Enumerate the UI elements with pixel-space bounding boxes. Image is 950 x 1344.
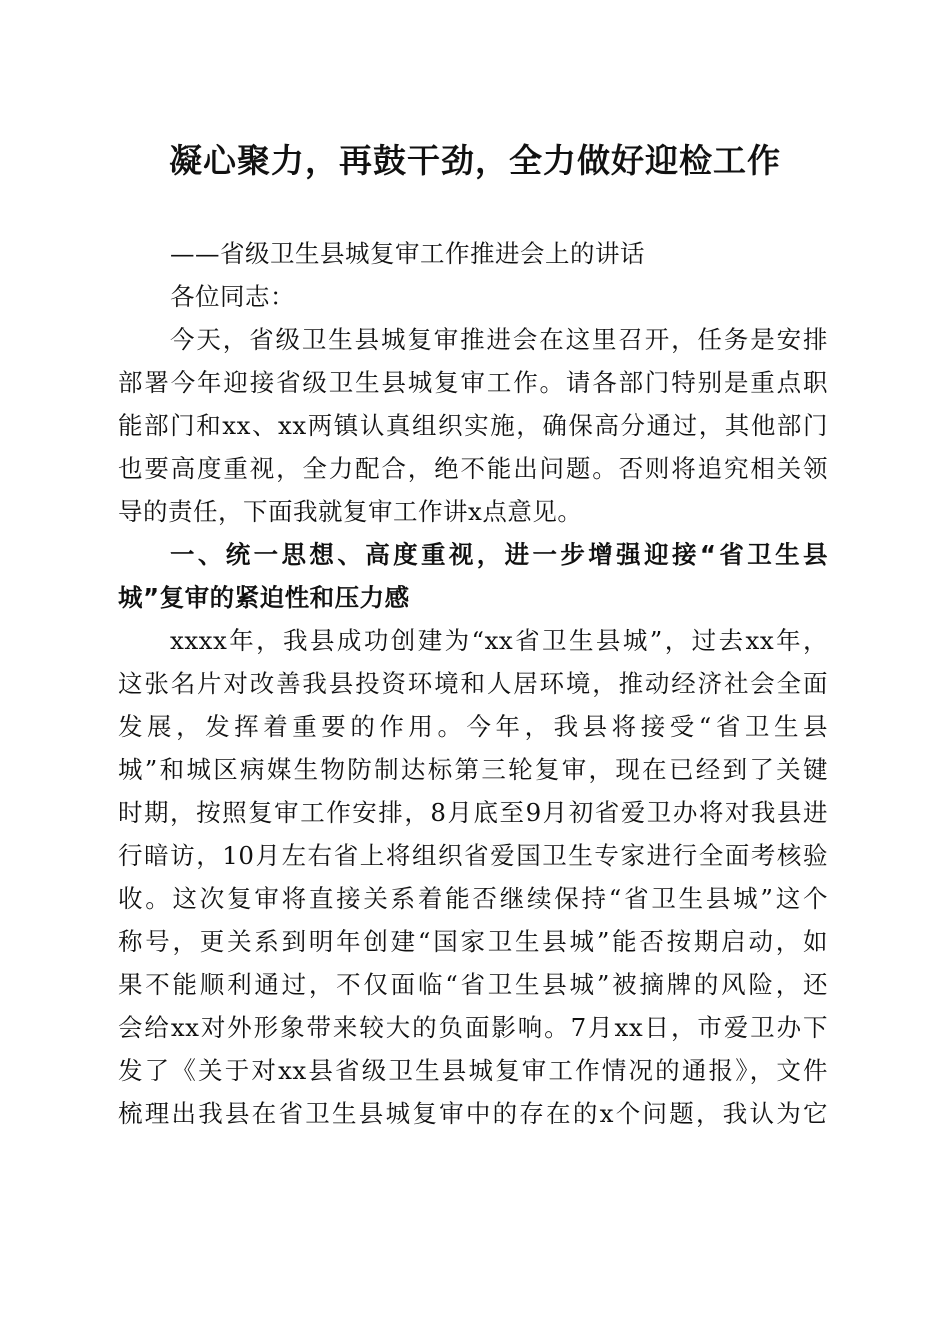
- paragraph-line: 梳理出我县在省卫生县城复审中的存在的x个问题，我认为它: [118, 1099, 828, 1128]
- paragraph-line: 城”和城区病媒生物防制达标第三轮复审，现在已经到了关键: [118, 755, 828, 784]
- paragraph-line: 收。这次复审将直接关系着能否继续保持“省卫生县城”这个: [118, 884, 828, 913]
- paragraph-line: 也要高度重视，全力配合，绝不能出问题。否则将追究相关领: [118, 454, 828, 483]
- heading-line: 城”复审的紧迫性和压力感: [118, 583, 410, 612]
- paragraph-line: 今天，省级卫生县城复审推进会在这里召开，任务是安排: [170, 325, 828, 354]
- paragraph-line: 发展，发挥着重要的作用。今年，我县将接受“省卫生县: [118, 712, 828, 741]
- paragraph-line: 会给xx对外形象带来较大的负面影响。7月xx日，市爱卫办下: [118, 1013, 828, 1042]
- document-title: 凝心聚力，再鼓干劲，全力做好迎检工作: [169, 141, 781, 180]
- paragraph-line: 果不能顺利通过，不仅面临“省卫生县城”被摘牌的风险，还: [118, 970, 828, 999]
- salutation: 各位同志：: [170, 282, 295, 311]
- paragraph-line: 时期，按照复审工作安排，8月底至9月初省爱卫办将对我县进: [118, 798, 828, 827]
- paragraph-line: xxxx年，我县成功创建为“xx省卫生县城”，过去xx年，: [170, 626, 828, 655]
- paragraph-line: 能部门和xx、xx两镇认真组织实施，确保高分通过，其他部门: [118, 411, 828, 440]
- subtitle: ——省级卫生县城复审工作推进会上的讲话: [170, 239, 645, 268]
- paragraph-line: 部署今年迎接省级卫生县城复审工作。请各部门特别是重点职: [118, 368, 828, 397]
- paragraph-2: [118, 619, 828, 1135]
- document-body: [118, 232, 828, 1135]
- heading-line: 一、统一思想、高度重视，进一步增强迎接“省卫生县: [170, 540, 828, 569]
- paragraph-line: 这张名片对改善我县投资环境和人居环境，推动经济社会全面: [118, 669, 828, 698]
- paragraph-line: 行暗访，10月左右省上将组织省爱国卫生专家进行全面考核验: [118, 841, 828, 870]
- paragraph-line: 发了《关于对xx县省级卫生县城复审工作情况的通报》，文件: [118, 1056, 828, 1085]
- paragraph-line: 称号，更关系到明年创建“国家卫生县城”能否按期启动，如: [118, 927, 828, 956]
- section-heading-1: [118, 533, 828, 619]
- paragraph-1: [118, 318, 828, 533]
- paragraph-line: 导的责任，下面我就复审工作讲x点意见。: [118, 497, 583, 526]
